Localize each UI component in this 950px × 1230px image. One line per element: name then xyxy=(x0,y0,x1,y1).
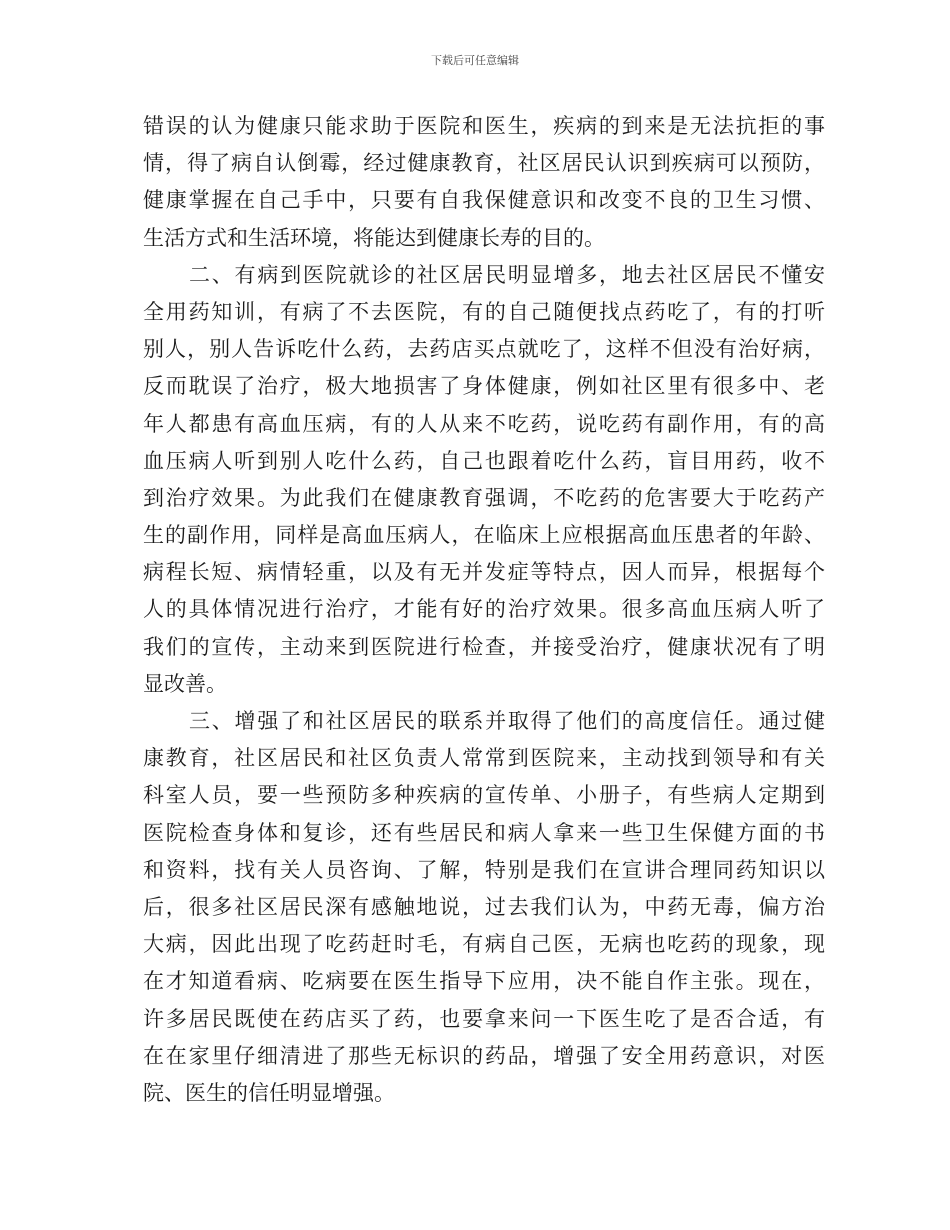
paragraph-line: 生的副作用，同样是高血压病人，在临床上应根据高血压患者的年龄、 xyxy=(143,523,825,548)
paragraph-3 xyxy=(143,703,825,1112)
paragraph-line: 血压病人听到别人吃什么药，自己也跟着吃什么药，盲目用药，收不 xyxy=(143,448,825,473)
paragraph-line: 三、增强了和社区居民的联系并取得了他们的高度信任。通过健 xyxy=(189,709,825,733)
paragraph-line: 人的具体情况进行治疗，才能有好的治疗效果。很多高血压病人听了 xyxy=(143,597,825,622)
paragraph-line: 在才知道看病、吃病要在医生指导下应用，决不能自作主张。现在， xyxy=(143,969,825,994)
paragraph-line: 生活方式和生活环境，将能达到健康长寿的目的。 xyxy=(143,225,605,250)
page-header: 下载后可任意编辑 xyxy=(431,54,519,67)
paragraph-line: 和资料，找有关人员咨询、了解，特别是我们在宣讲合理同药知识以 xyxy=(143,857,825,882)
paragraph-line: 年人都患有高血压病，有的人从来不吃药，说吃药有副作用，有的高 xyxy=(143,411,825,436)
paragraph-line: 到治疗效果。为此我们在健康教育强调，不吃药的危害要大于吃药产 xyxy=(143,485,825,510)
paragraph-line: 情，得了病自认倒霉，经过健康教育，社区居民认识到疾病可以预防， xyxy=(143,151,825,176)
paragraph-line: 许多居民既使在药店买了药，也要拿来问一下医生吃了是否合适，有 xyxy=(143,1006,825,1031)
paragraph-2 xyxy=(143,257,825,703)
paragraph-line: 全用药知训，有病了不去医院，有的自己随便找点药吃了，有的打听 xyxy=(143,299,825,324)
paragraph-line: 院、医生的信任明显增强。 xyxy=(143,1080,395,1105)
paragraph-line: 医院检查身体和复诊，还有些居民和病人拿来一些卫生保健方面的书 xyxy=(143,820,825,845)
paragraph-1 xyxy=(143,108,825,257)
paragraph-line: 后，很多社区居民深有感触地说，过去我们认为，中药无毒，偏方治 xyxy=(143,894,825,919)
document-body xyxy=(143,108,825,1112)
paragraph-line: 健康掌握在自己手中，只要有自我保健意识和改变不良的卫生习惯、 xyxy=(143,188,825,213)
paragraph-line: 反而耽误了治疗，极大地损害了身体健康，例如社区里有很多中、老 xyxy=(143,374,825,399)
paragraph-line: 错误的认为健康只能求助于医院和医生，疾病的到来是无法抗拒的事 xyxy=(143,114,825,138)
paragraph-line: 显改善。 xyxy=(143,671,227,696)
paragraph-line: 我们的宣传，主动来到医院进行检查，并接受治疗，健康状况有了明 xyxy=(143,634,825,659)
paragraph-line: 别人，别人告诉吃什么药，去药店买点就吃了，这样不但没有治好病， xyxy=(143,337,825,362)
paragraph-line: 康教育，社区居民和社区负责人常常到医院来，主动找到领导和有关 xyxy=(143,746,825,771)
paragraph-line: 大病，因此出现了吃药赶时毛，有病自己医，无病也吃药的现象，现 xyxy=(143,932,825,957)
paragraph-line: 科室人员，要一些预防多种疾病的宣传单、小册子，有些病人定期到 xyxy=(143,783,825,808)
paragraph-line: 在在家里仔细清进了那些无标识的药品，增强了安全用药意识，对医 xyxy=(143,1043,825,1068)
paragraph-line: 二、有病到医院就诊的社区居民明显增多，地去社区居民不懂安 xyxy=(189,262,825,287)
paragraph-line: 病程长短、病情轻重，以及有无并发症等特点，因人而异，根据每个 xyxy=(143,560,825,585)
